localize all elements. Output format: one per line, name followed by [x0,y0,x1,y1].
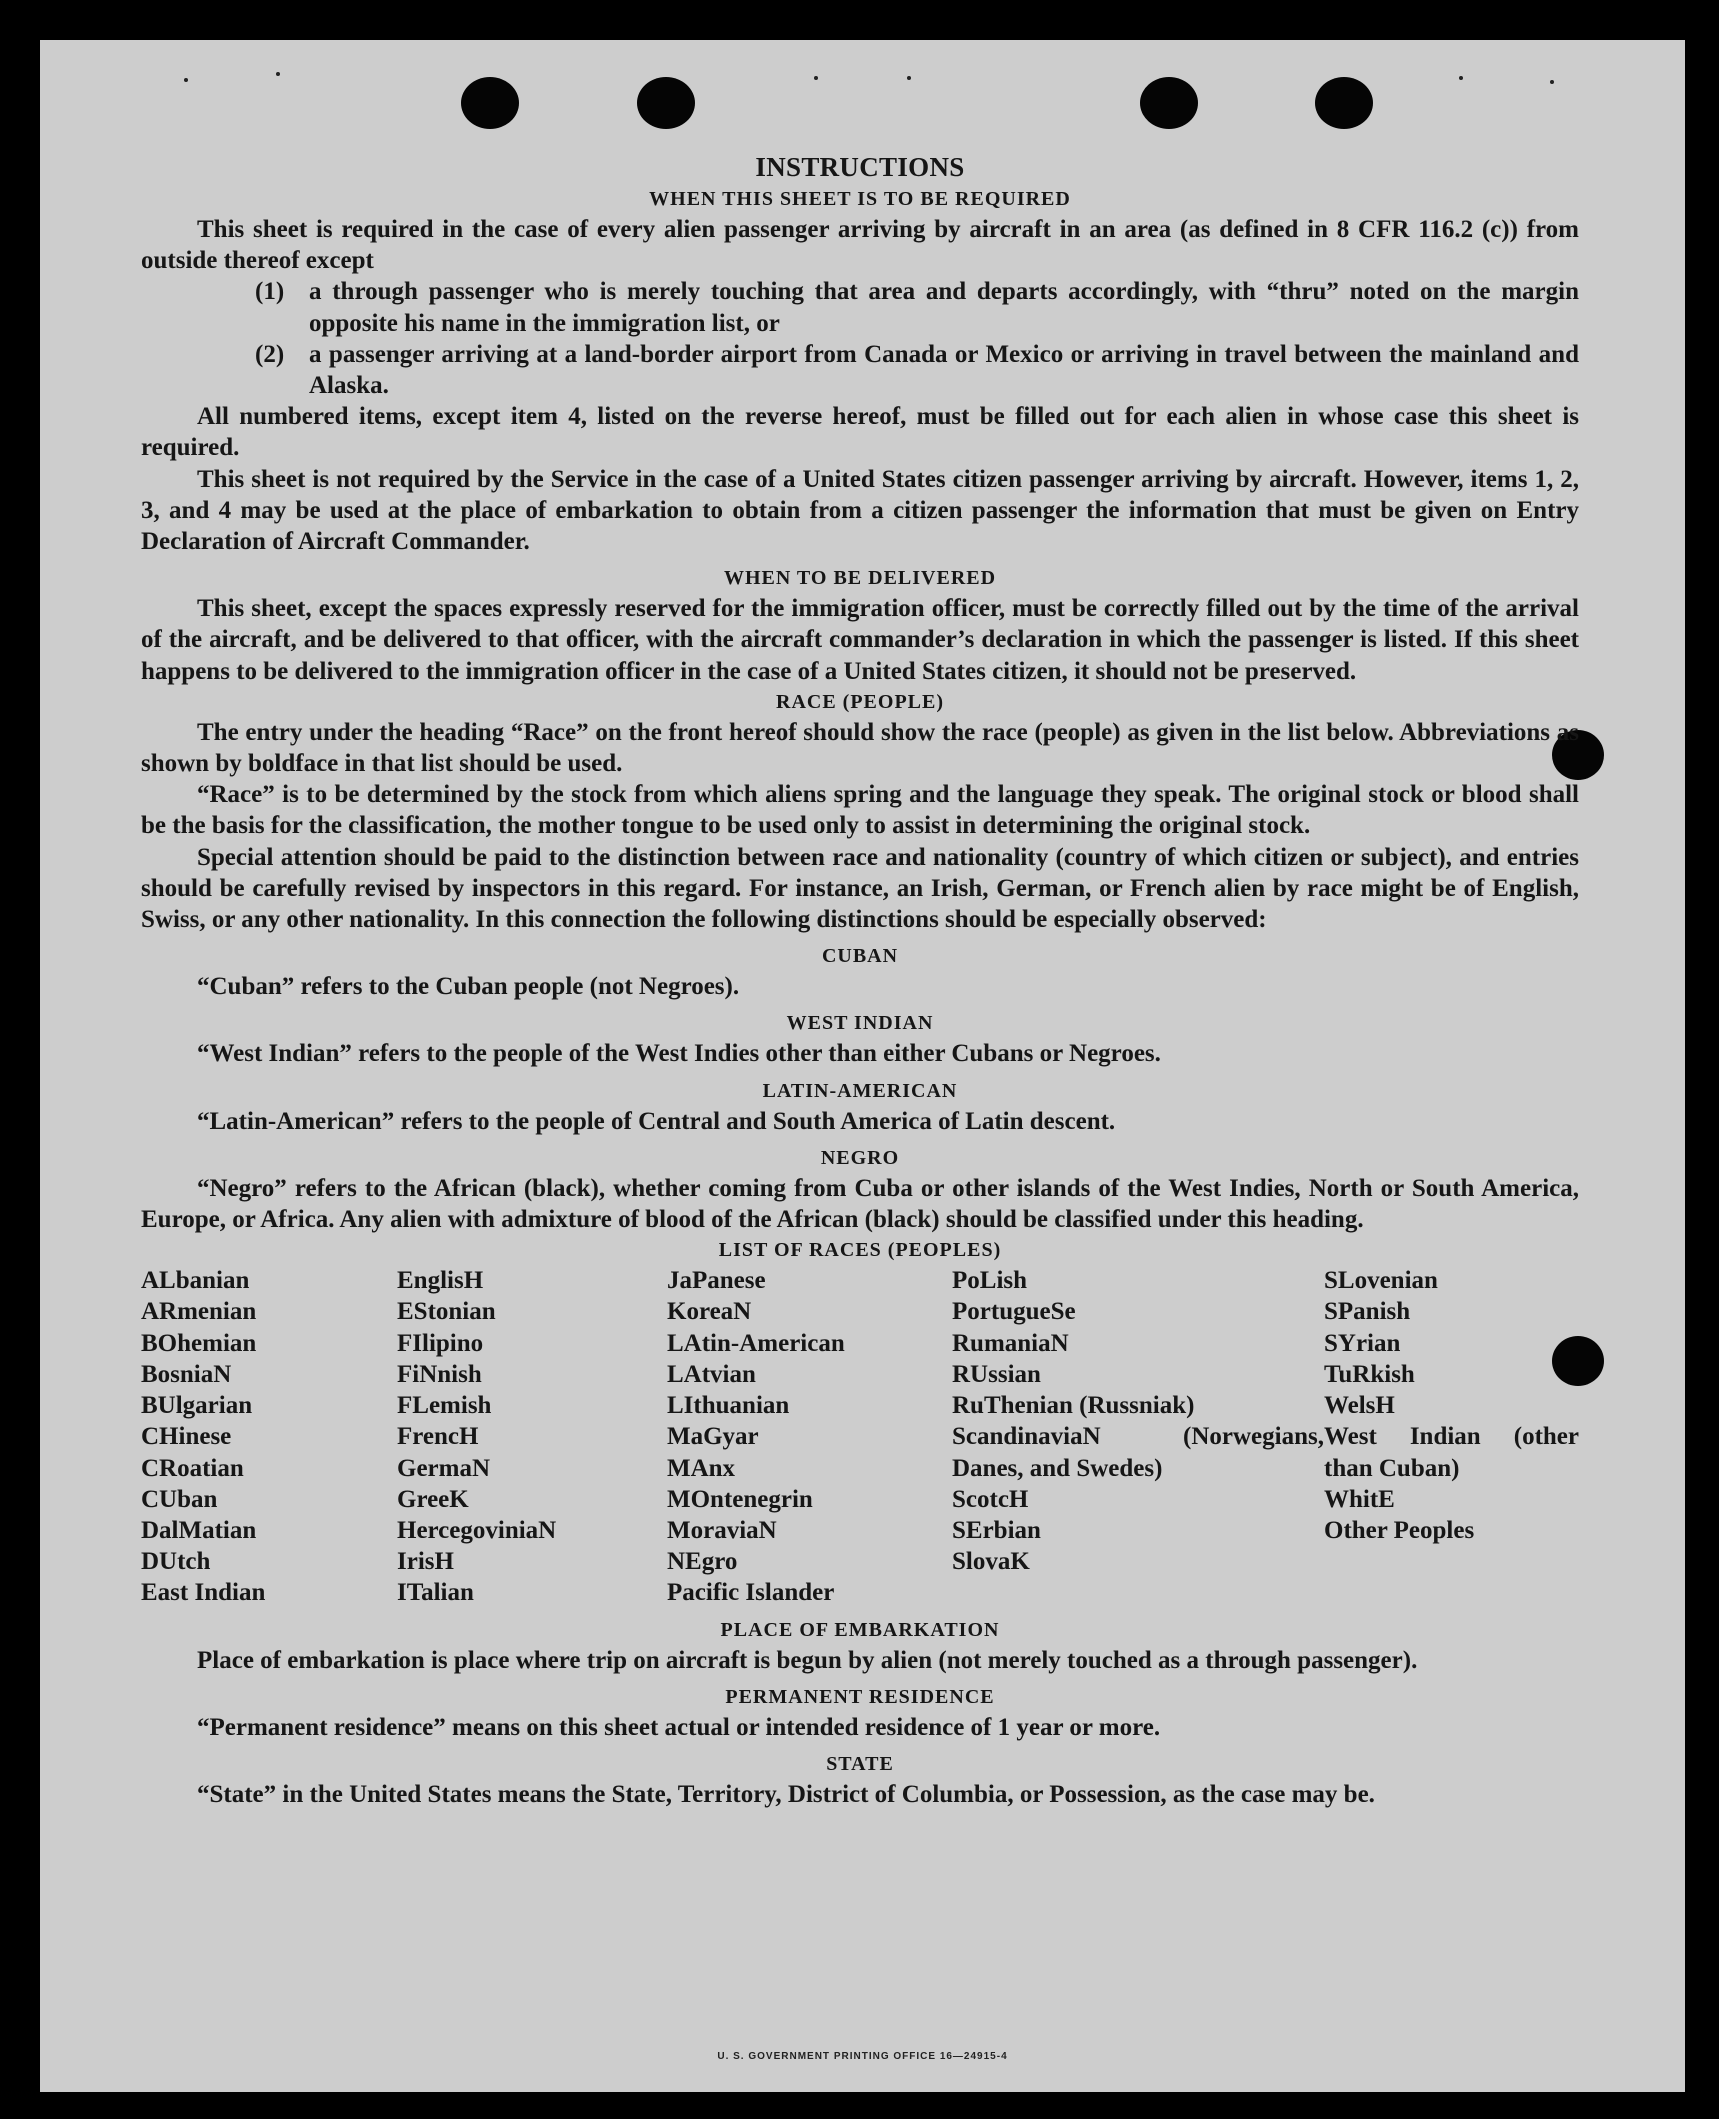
race-entry: FIlipino [397,1329,484,1357]
race-entry: RuThenian (Russniak) [952,1392,1195,1420]
races-column [667,1265,952,1608]
paragraph: This sheet is required in the case of every alien passenger arriving by aircraft in an area (as defined in 8 CFR 116.2 (c)) from outside thereof except [141,216,1579,275]
race-entry: SErbian [952,1516,1041,1544]
race-entry: ARmenian [141,1298,257,1326]
race-entry: FLemish [397,1392,492,1420]
race-entry: WhitE [1324,1485,1395,1513]
item-number: (1) [255,278,285,306]
race-entry: JaPanese [667,1267,766,1295]
race-entry: CUban [141,1485,218,1513]
race-entry: FrencH [397,1423,479,1451]
heading-permanent-residence: PERMANENT RESIDENCE [725,1685,995,1708]
paragraph: All numbered items, except item 4, listed on the reverse hereof, must be filled out for each alien in whose case this sheet is required. [141,403,1579,462]
race-entry: EStonian [397,1298,496,1326]
races-column [397,1265,667,1608]
race-entry: BOhemian [141,1329,257,1357]
race-entry: ScotcH [952,1485,1029,1513]
race-entry: Other Peoples [1324,1516,1475,1544]
race-entry: EnglisH [397,1267,484,1295]
paragraph: This sheet, except the spaces expressly reserved for the immigration officer, must be correctly filled out by the time of the arrival of the aircraft, and be delivered to that officer, with the aircraft commander’s declaration in which the passenger is listed. If this sheet happens to be delivered to the immigration officer in the case of a United States citizen, it should not be preserved. [141,595,1579,685]
paragraph: “State” in the United States means the State, Territory, District of Columbia, or Possession, as the case may be. [197,1780,1375,1808]
race-entry: HercegoviniaN [397,1516,557,1544]
race-entry: BUlgarian [141,1392,253,1420]
heading-state: STATE [826,1752,894,1775]
paragraph: “Race” is to be determined by the stock from which aliens spring and the language they speak. The original stock or blood shall be the basis for the classification, the mother tongue to be used only to assist in determining the original stock. [141,781,1579,840]
paragraph: The entry under the heading “Race” on the front hereof should show the race (people) as given in the list below. Abbreviations as shown by boldface in that list should be used. [141,718,1579,778]
race-entry: LAtin-American [667,1329,845,1357]
paragraph: “Negro” refers to the African (black), whether coming from Cuba or other islands of the West Indies, North or South America, Europe, or Africa. Any alien with admixture of blood of the African (black) should be classified under this heading. [141,1174,1579,1234]
speck [1550,80,1554,84]
race-entry: LIthuanian [667,1392,790,1420]
document-sheet [40,40,1685,2092]
race-entry: NEgro [667,1548,738,1576]
race-entry: MaGyar [667,1423,759,1451]
race-entry: BosniaN [141,1360,232,1388]
race-entry: DalMatian [141,1516,257,1544]
race-entry: ITalian [397,1579,474,1607]
heading-list-of-races: LIST OF RACES (PEOPLES) [718,1239,1002,1262]
race-entry: MoraviaN [667,1516,777,1544]
race-entry: GermaN [397,1454,491,1482]
speck [276,72,280,76]
race-entry: PortugueSe [952,1298,1076,1326]
speck [814,76,818,80]
speck [1459,76,1463,80]
paragraph: “Cuban” refers to the Cuban people (not Negroes). [197,973,740,1001]
races-column [1324,1265,1579,1608]
race-entry: East Indian [141,1579,266,1607]
paragraph: “Latin-American” refers to the people of Central and South America of Latin descent. [197,1107,1116,1135]
paragraph: This sheet is not required by the Service in the case of a United States citizen passenger arriving by aircraft. However, items 1, 2, 3, and 4 may be used at the place of embarkation to obtain from a citizen passenger the information that must be given on Entry Declaration of Aircraft Commander. [141,465,1579,556]
races-column [141,1265,397,1608]
punch-hole [637,77,695,129]
race-entry: GreeK [397,1485,469,1513]
heading-west-indian: WEST INDIAN [786,1012,934,1035]
page-title: INSTRUCTIONS [755,152,965,182]
heading-when-required: WHEN THIS SHEET IS TO BE REQUIRED [649,188,1071,210]
speck [184,78,188,82]
race-entry: SYrian [1324,1329,1401,1357]
race-entry: PoLish [952,1267,1028,1295]
races-table [141,1265,1579,1608]
paragraph: “West Indian” refers to the people of the West Indies other than either Cubans or Negroes. [197,1040,1161,1068]
race-entry: SLovenian [1324,1267,1438,1295]
punch-hole [1140,77,1198,129]
item-number: (2) [255,340,285,368]
race-entry: RUssian [952,1360,1041,1388]
race-entry: SlovaK [952,1548,1030,1576]
race-entry: FiNnish [397,1360,482,1388]
heading-cuban: CUBAN [821,945,899,968]
race-entry: LAtvian [667,1360,756,1388]
heading-race: RACE (PEOPLE) [776,690,944,713]
race-entry: MOntenegrin [667,1485,813,1513]
item-text: a passenger arriving at a land-border airport from Canada or Mexico or arriving in travel between the mainland and Alaska. [309,340,1579,400]
race-entry: MAnx [667,1454,736,1482]
race-entry: IrisH [397,1548,454,1576]
race-entry: ALbanian [141,1267,250,1295]
heading-when-delivered: WHEN TO BE DELIVERED [723,567,997,590]
printer-imprint: U. S. GOVERNMENT PRINTING OFFICE 16—24915-4 [717,2051,1008,2062]
heading-negro: NEGRO [820,1146,900,1169]
race-entry: West Indian (other than Cuban) [1324,1423,1579,1482]
race-entry: KoreaN [667,1298,752,1326]
paragraph: Place of embarkation is place where trip on aircraft is begun by alien (not merely touched as a through passenger). [197,1646,1418,1674]
paragraph: “Permanent residence” means on this sheet actual or intended residence of 1 year or more. [197,1713,1161,1741]
race-entry: RumaniaN [952,1329,1069,1357]
race-entry: ScandinaviaN (Norwegians, Danes, and Swedes) [952,1423,1324,1482]
list-item [255,276,1579,338]
race-entry: TuRkish [1324,1360,1415,1388]
punch-hole [461,77,519,129]
races-column [952,1265,1324,1608]
race-entry: CRoatian [141,1454,244,1482]
heading-place-of-embarkation: PLACE OF EMBARKATION [720,1618,1000,1641]
race-entry: CHinese [141,1423,232,1451]
instructions-content [141,150,1579,1810]
race-entry: WelsH [1324,1392,1395,1420]
speck [907,76,911,80]
race-entry: Pacific Islander [667,1579,835,1607]
race-entry: SPanish [1324,1298,1411,1326]
list-item [255,339,1579,401]
heading-latin-american: LATIN-AMERICAN [762,1079,958,1102]
race-entry: DUtch [141,1548,211,1576]
paragraph: Special attention should be paid to the distinction between race and nationality (country of which citizen or subject), and entries should be carefully revised by inspectors in this regard. For instance, an Irish, German, or French alien by race might be of English, Swiss, or any other nationality. In this connection the following distinctions should be especially observed: [141,843,1579,934]
punch-hole [1315,77,1373,129]
item-text: a through passenger who is merely touching that area and departs accordingly, with “thru” noted on the margin opposite his name in the immigration list, or [309,278,1579,337]
